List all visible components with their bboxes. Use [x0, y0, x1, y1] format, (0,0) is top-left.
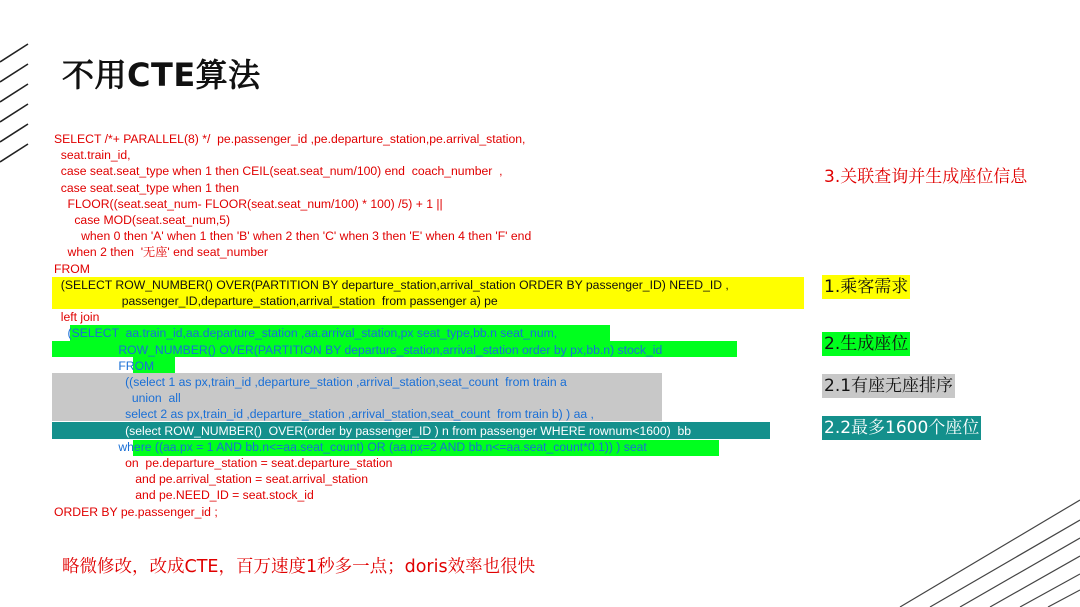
- code-line: (SELECT ROW_NUMBER() OVER(PARTITION BY departure_station,arrival_station ORDER BY passenger_ID) NEED_ID ,: [54, 277, 729, 292]
- code-line: ((select 1 as px,train_id ,departure_station ,arrival_station,seat_count from train a: [54, 375, 567, 389]
- page-title: 不用CTE算法: [62, 56, 261, 94]
- code-line: (select ROW_NUMBER() OVER(order by passenger_ID ) n from passenger WHERE rownum<1600) bb: [54, 423, 691, 438]
- code-line: union all: [54, 391, 181, 406]
- code-line: FROM: [54, 261, 90, 276]
- footer-note: 略微修改，改成CTE，百万速度1秒多一点；doris效率也很快: [62, 557, 536, 577]
- code-line: and pe.arrival_station = seat.arrival_station: [54, 472, 368, 487]
- code-line: ORDER BY pe.passenger_id ;: [54, 504, 218, 519]
- code-line: seat.train_id,: [54, 148, 131, 163]
- code-line: select 2 as px,train_id ,departure_station ,arrival_station,seat_count from train b) ) aa ,: [54, 407, 594, 422]
- code-line: FLOOR((seat.seat_num- FLOOR(seat.seat_num/100) * 100) /5) + 1 ||: [54, 196, 443, 211]
- code-line: SELECT /*+ PARALLEL(8) */ pe.passenger_id ,pe.departure_station,pe.arrival_station,: [54, 132, 526, 146]
- annotation-label: 2.生成座位: [824, 334, 909, 354]
- code-line: when 0 then 'A' when 1 then 'B' when 2 then 'C' when 3 then 'E' when 4 then 'F' end: [54, 229, 532, 244]
- annotation-label: 3.关联查询并生成座位信息: [824, 167, 1028, 187]
- annotation-label: 1.乘客需求: [824, 277, 909, 297]
- code-line: and pe.NEED_ID = seat.stock_id: [54, 488, 314, 503]
- code-line: on pe.departure_station = seat.departure_station: [54, 456, 393, 470]
- code-line: case MOD(seat.seat_num,5): [54, 213, 231, 227]
- code-line: FROM: [54, 358, 155, 373]
- code-line: when 2 then '无座' end seat_number: [54, 245, 268, 260]
- code-line: ROW_NUMBER() OVER(PARTITION BY departure_station,arrival_station order by px,bb.n) stock_id: [54, 342, 663, 357]
- code-line: case seat.seat_type when 1 then CEIL(seat.seat_num/100) end coach_number ,: [54, 164, 503, 179]
- code-line: passenger_ID,departure_station,arrival_station from passenger a) pe: [54, 294, 498, 308]
- code-line: (SELECT aa.train_id,aa.departure_station ,aa.arrival_station,px seat_type,bb.n seat_num,: [54, 326, 558, 341]
- annotation-label: 2.1有座无座排序: [824, 376, 954, 396]
- code-line: where ((aa.px = 1 AND bb.n<=aa.seat_count) OR (aa.px=2 AND bb.n<=aa.seat_count*0.1)) ) seat: [54, 439, 647, 454]
- annotation-label: 2.2最多1600个座位: [824, 418, 980, 438]
- code-line: left join: [54, 310, 100, 325]
- code-line: case seat.seat_type when 1 then: [54, 180, 239, 195]
